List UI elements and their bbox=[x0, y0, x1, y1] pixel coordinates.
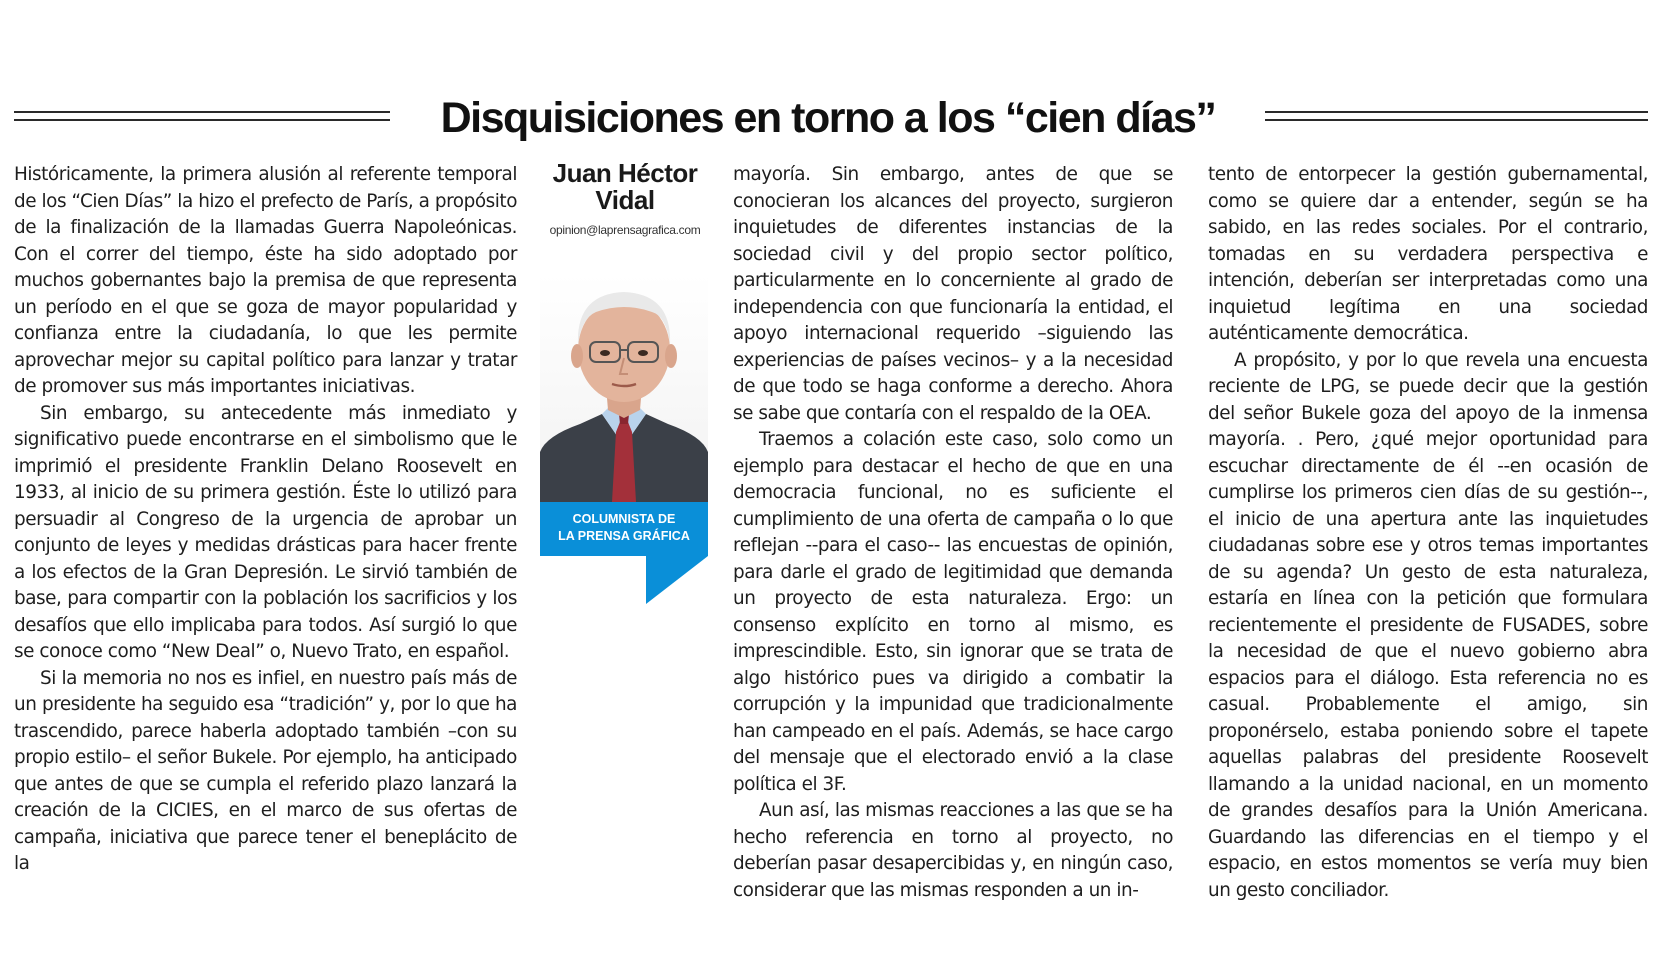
paragraph: Sin embargo, su antecedente más inmediato y significativo puede encontrarse en el simbolismo que le imprimió el presidente Franklin Delano Roosevelt en 1933, al inicio de su primera gestión. Éste lo utilizó para persuadir al Congreso de la urgencia de aprobar un conjunto de leyes y medidas drásticas para hacer frente a los efectos de la Gran Depresión. Le sirvió también de base, para compartir con la población los sacrificios y los desafíos que ello implicaba para todos. Así surgió lo que se conoce como “New Deal” o, Nuevo Trato, en español. bbox=[14, 402, 517, 662]
paragraph: Históricamente, la primera alusión al referente temporal de los “Cien Días” la hizo el prefecto de París, a propósito de la finalización de la llamadas Guerra Napoleónicas. Con el correr del tiempo, éste ha sido adoptado por muchos gobernantes bajo la premisa de que representa un período en el que se goza de mayor popularidad y confianza entre la ciudadanía, lo que les permite aprovechar mejor su capital político para lanzar y tratar de promover sus más importantes iniciativas. bbox=[14, 164, 517, 397]
author-first-name: Juan Héctor bbox=[552, 158, 698, 188]
author-sidebar bbox=[540, 158, 710, 543]
headline-rule-left bbox=[14, 111, 390, 121]
article-column-1 bbox=[14, 162, 517, 878]
columnist-badge bbox=[540, 502, 708, 556]
paragraph: tento de entorpecer la gestión gubernamental, como se quiere dar a entender, según se ha sabido, en las redes sociales. Por el contrario, tomadas en su verdadera perspectiva e intención, deberían ser interpretadas como una inquietud legítima en una sociedad auténticamente democrática. bbox=[1208, 164, 1648, 344]
badge-tail-shape bbox=[646, 556, 708, 604]
author-email[interactable]: opinion@laprensagrafica.com bbox=[549, 223, 701, 237]
badge-line-2: LA PRENSA GRÁFICA bbox=[558, 529, 690, 543]
paragraph: mayoría. Sin embargo, antes de que se conocieran los alcances del proyecto, surgieron inquietudes de diferentes instancias de la sociedad civil y del propio sector político, particularmente en lo concerniente al grado de independencia con que funcionaría la entidad, el apoyo internacional requerido –siguiendo las experiencias de países vecinos– y a la necesidad de que todo se haga conforme a derecho. Ahora se sabe que contaría con el respaldo de la OEA. bbox=[733, 164, 1173, 424]
author-name bbox=[540, 160, 710, 214]
badge-line-1: COLUMNISTA DE bbox=[572, 512, 676, 526]
paragraph: Aun así, las mismas reacciones a las que se ha hecho referencia en torno al proyecto, no deberían pasar desapercibidas y, en ningún caso, considerar que las mismas responden a un in- bbox=[733, 800, 1173, 901]
article-column-2 bbox=[733, 162, 1173, 904]
headline: Disquisiciones en torno a los “cien días” bbox=[440, 94, 1216, 142]
author-last-name: Vidal bbox=[595, 185, 655, 215]
paragraph: Traemos a colación este caso, solo como un ejemplo para destacar el hecho de que en una democracia funcional, no es suficiente el cumplimiento de una oferta de campaña o lo que reflejan --para el caso-- las encuestas de opinión, para darle el grado de legitimidad que demanda un proyecto de esta naturaleza. Ergo: un consenso explícito en torno al mismo, es imprescindible. Esto, sin ignorar que se trata de algo histórico pues va dirigido a combatir la corrupción y la impunidad que tradicionalmente han campeado en el país. Además, se hace cargo del mensaje que el electorado envió a la clase política el 3F. bbox=[733, 429, 1173, 795]
article-column-3 bbox=[1208, 162, 1648, 904]
paragraph: A propósito, y por lo que revela una encuesta reciente de LPG, se puede decir que la gestión del señor Bukele goza del apoyo de la inmensa mayoría. . Pero, ¿qué mejor oportunidad para escuchar directamente de él --en ocasión de cumplirse los primeros cien días de su gestión--, el inicio de una apertura ante las inquietudes ciudadanas sobre ese y otros temas importantes de su agenda? Un gesto de esta naturaleza, estaría en línea con la petición que formulara recientemente el presidente de FUSADES, sobre la necesidad de que el nuevo gobierno abra espacios para el diálogo. Esta referencia no es casual. Probablemente el amigo, sin proponérselo, estaba poniendo sobre el tapete aquellas palabras del presidente Roosevelt llamando a la unidad nacional, en un momento de grandes desafíos para la Unión Americana. Guardando las diferencias en el tiempo y el espacio, en estos momentos se vería muy bien un gesto conciliador. bbox=[1208, 349, 1648, 901]
author-portrait bbox=[540, 274, 708, 502]
paragraph: Si la memoria no nos es infiel, en nuestro país más de un presidente ha seguido esa “tradición” y, por lo que ha trascendido, parece haberla adoptado también –con su propio estilo– el señor Bukele. Por ejemplo, ha anticipado que antes de que se cumpla el referido plazo lanzará la creación de la CICIES, en el marco de sus ofertas de campaña, iniciativa que parece tener el beneplácito de la bbox=[14, 667, 517, 874]
headline-rule-right bbox=[1265, 111, 1648, 121]
